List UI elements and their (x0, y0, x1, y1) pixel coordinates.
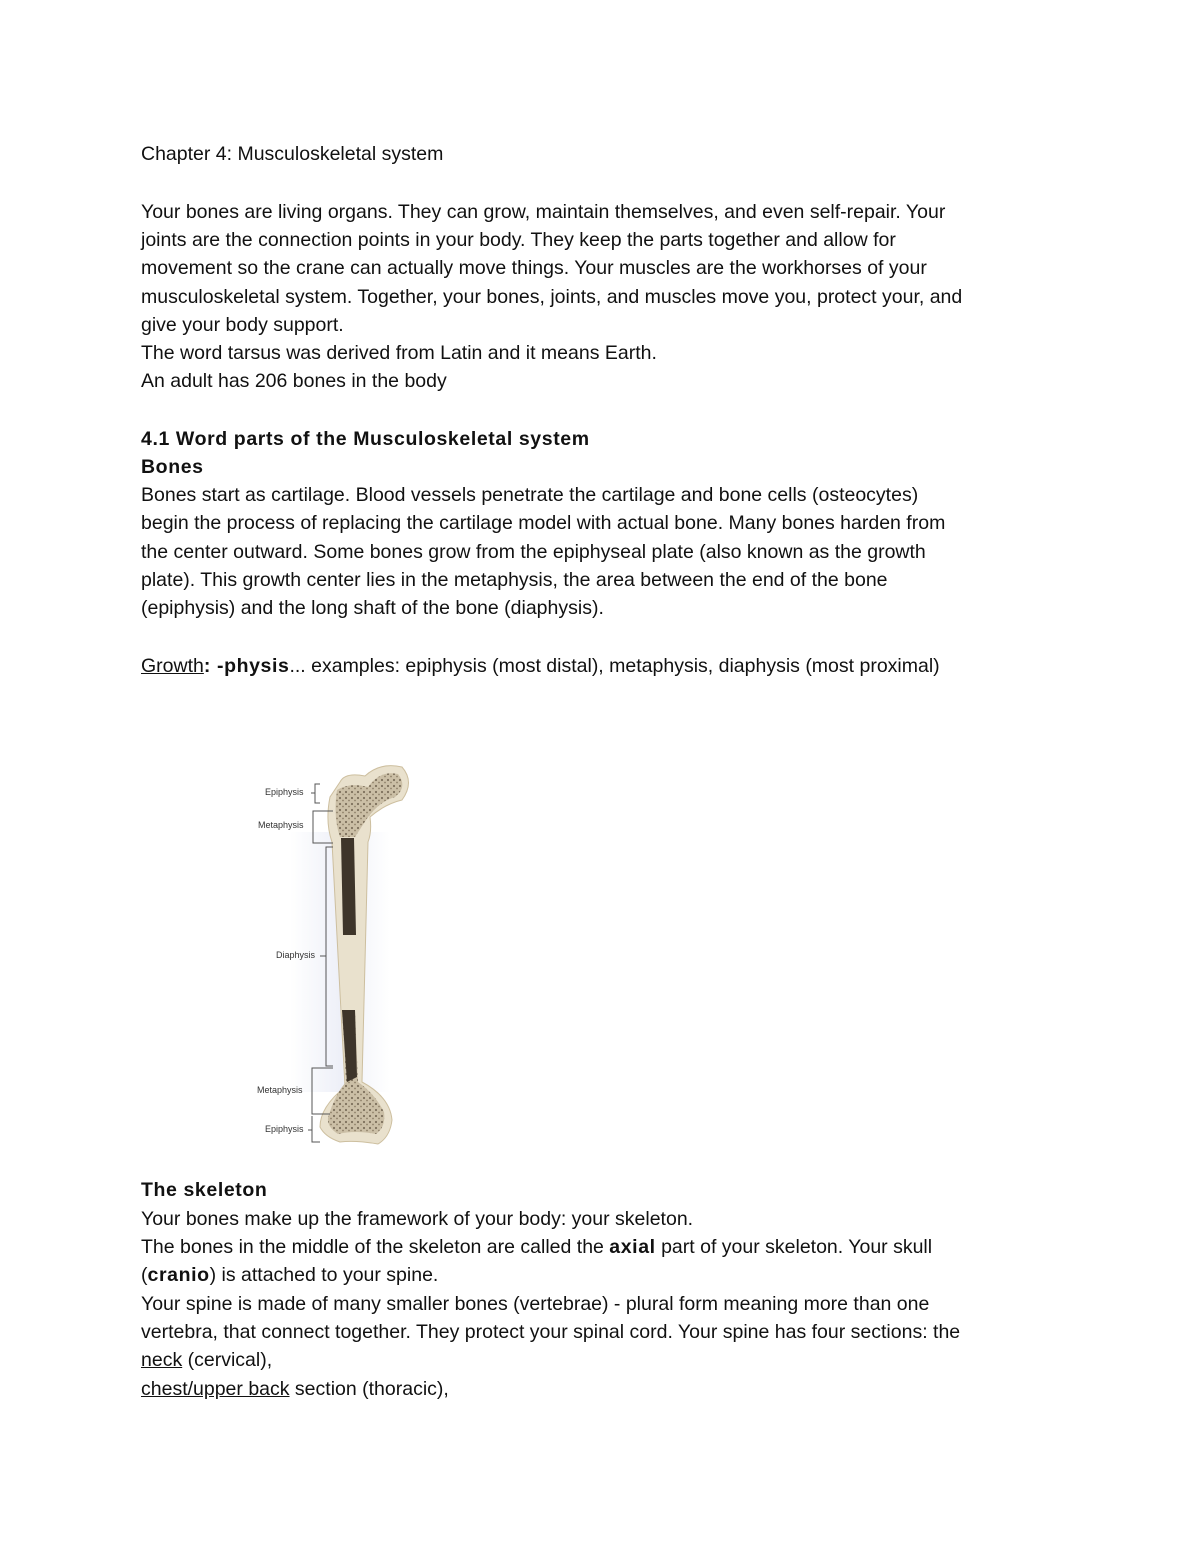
section-heading (141, 427, 590, 451)
figure-label-epiphysis-top: Epiphysis (265, 787, 304, 797)
bones-heading (141, 455, 204, 479)
intro-line: movement so the crane can actually move things. Your muscles are the workhorses of your (141, 257, 927, 279)
intro-line: musculoskeletal system. Together, your bones, joints, and muscles move you, protect your, and (141, 286, 963, 308)
bones-heading-text: Bones (141, 456, 204, 478)
growth-line (141, 654, 940, 678)
growth-suffix: -physis (210, 655, 290, 677)
growth-examples: ... examples: epiphysis (most distal), metaphysis, diaphysis (most proximal) (289, 655, 940, 677)
skeleton-heading (141, 1178, 267, 1202)
skeleton-line: Your bones make up the framework of your body: your skeleton. (141, 1208, 694, 1230)
figure-label-diaphysis: Diaphysis (276, 950, 316, 960)
bones-line: Bones start as cartilage. Blood vessels penetrate the cartilage and bone cells (osteocytes) (141, 484, 919, 506)
growth-label: Growth (141, 655, 204, 677)
chapter-title: Chapter 4: Musculoskeletal system (141, 143, 444, 165)
skeleton-line (141, 1377, 449, 1401)
term-neck: neck (141, 1349, 183, 1371)
intro-line: joints are the connection points in your body. They keep the parts together and allow for (141, 229, 896, 251)
bones-line: (epiphysis) and the long shaft of the bone (diaphysis). (141, 597, 604, 619)
intro-line: give your body support. (141, 314, 344, 336)
section-heading-text: 4.1 Word parts of the Musculoskeletal system (141, 428, 590, 450)
figure-label-metaphysis-top: Metaphysis (258, 820, 304, 830)
femur-diagram (140, 742, 540, 1172)
term-chest-upper-back: chest/upper back (141, 1378, 290, 1400)
skeleton-line (141, 1235, 932, 1259)
bones-line: plate). This growth center lies in the metaphysis, the area between the end of the bone (141, 569, 888, 591)
text: ) is attached to your spine. (209, 1264, 439, 1286)
growth-colon: : (203, 655, 211, 677)
term-axial: axial (609, 1236, 656, 1258)
text: ( (141, 1264, 148, 1286)
term-cranio: cranio (147, 1264, 210, 1286)
text: section (thoracic), (289, 1378, 449, 1400)
figure-label-metaphysis-bottom: Metaphysis (257, 1085, 303, 1095)
intro-line: Your bones are living organs. They can grow, maintain themselves, and even self-repair. Your (141, 201, 946, 223)
figure-label-epiphysis-bottom: Epiphysis (265, 1124, 304, 1134)
bones-line: the center outward. Some bones grow from the epiphyseal plate (also known as the growth (141, 541, 926, 563)
intro-line: An adult has 206 bones in the body (141, 370, 447, 392)
bones-line: begin the process of replacing the cartilage model with actual bone. Many bones harden from (141, 512, 946, 534)
skeleton-line: Your spine is made of many smaller bones (vertebrae) - plural form meaning more than one (141, 1293, 930, 1315)
skeleton-line (141, 1263, 438, 1287)
skeleton-line (141, 1348, 272, 1372)
text: The bones in the middle of the skeleton are called the (141, 1236, 610, 1258)
intro-line: The word tarsus was derived from Latin and it means Earth. (141, 342, 657, 364)
skeleton-line: vertebra, that connect together. They protect your spinal cord. Your spine has four sections: the (141, 1321, 961, 1343)
text: (cervical), (182, 1349, 273, 1371)
text: part of your skeleton. Your skull (655, 1236, 933, 1258)
skeleton-heading-text: The skeleton (141, 1179, 268, 1201)
